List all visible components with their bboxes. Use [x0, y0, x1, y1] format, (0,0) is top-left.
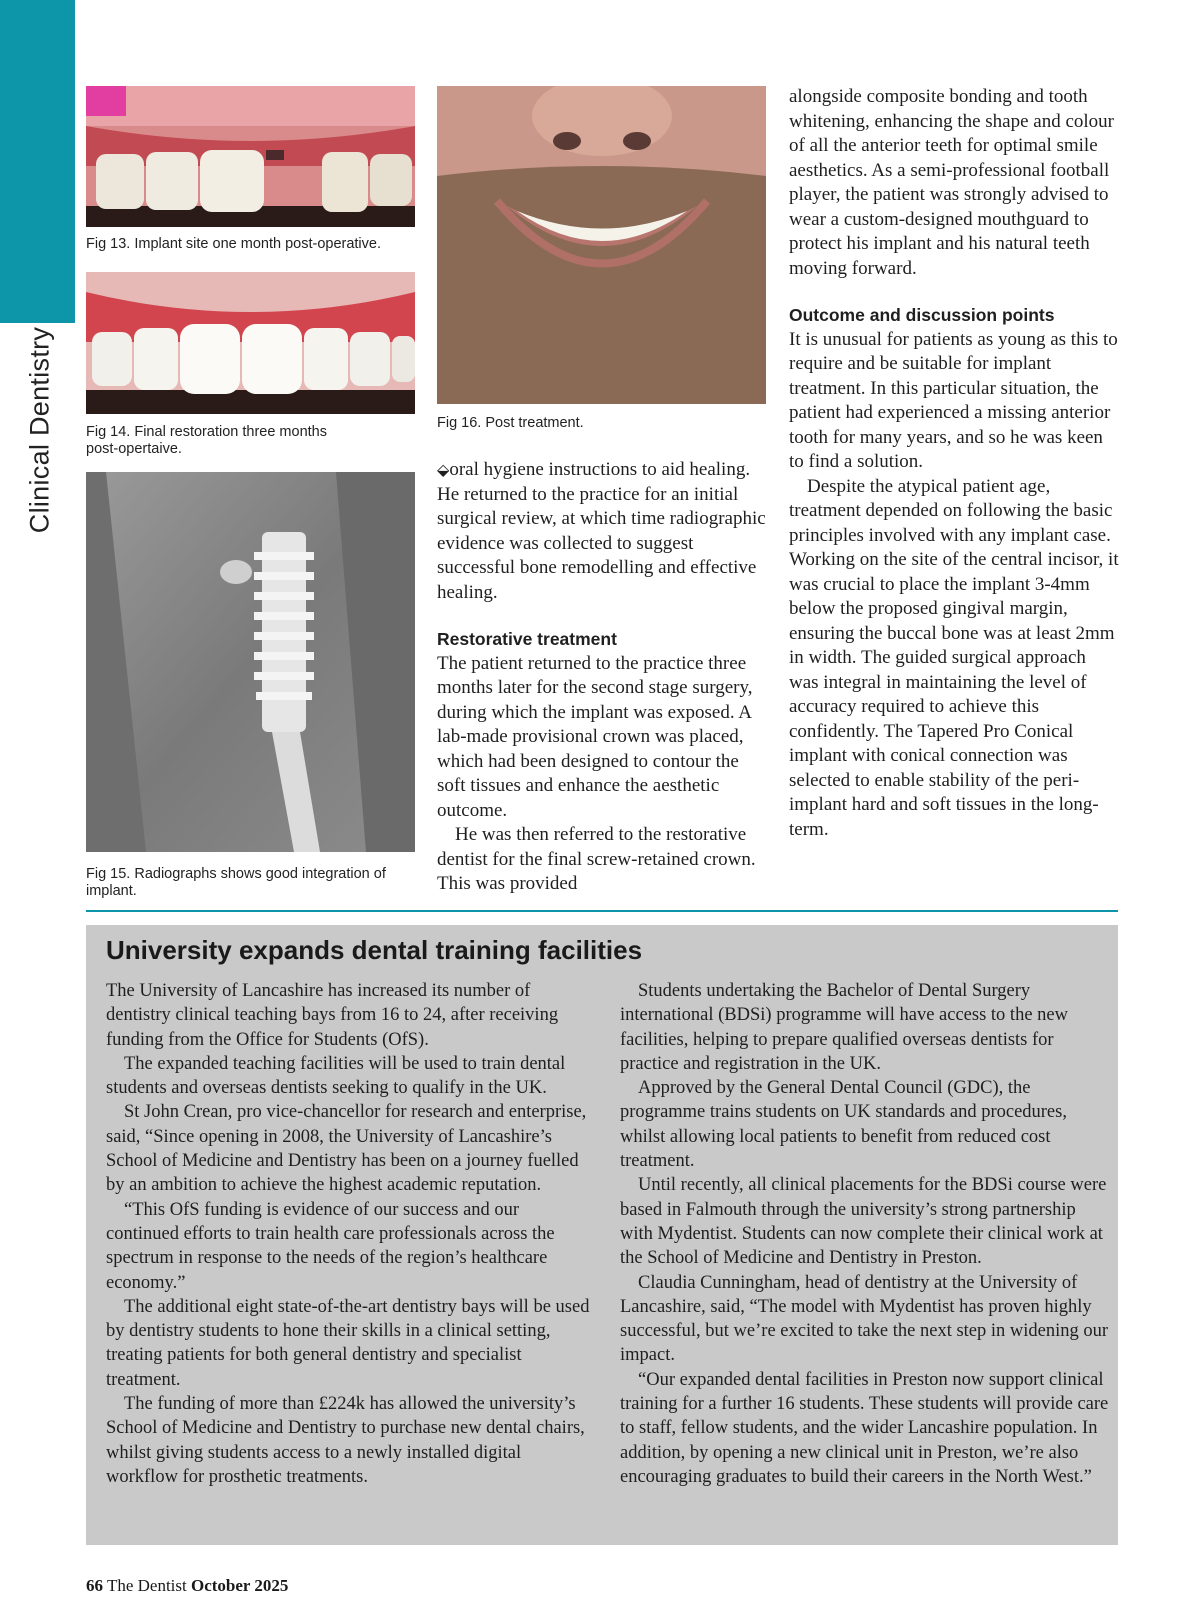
news-paragraph: The expanded teaching facilities will be used to train dental students and overseas dentists seeking to qualify in the UK. [106, 1053, 566, 1099]
news-paragraph: Claudia Cunningham, head of dentistry at the University of Lancashire, said, “The model with Mydentist has proven highly successful, but we’re excited to take the next step in widening our impact. [620, 1272, 1109, 1366]
news-paragraph: The funding of more than £224k has allowed the university’s School of Medicine and Dentistry to purchase new dental chairs, whilst giving students access to a newly installed digital workflow for prosthetic treatments. [106, 1394, 585, 1487]
news-paragraph: “This OfS funding is evidence of our success and our continued efforts to train health care professionals across the spectrum in response to the needs of the region’s healthcare economy.” [106, 1199, 555, 1293]
restorative-heading: Restorative treatment [437, 629, 617, 649]
outcome-paragraph: It is unusual for patients as young as this to require and be suitable for implant treatment. In this particular situation, the patient had experienced a missing anterior tooth for many years, and so he was keen to find a solution. [789, 328, 1118, 472]
fig16-caption: Fig 16. Post treatment. [437, 415, 584, 431]
news-paragraph: Until recently, all clinical placements for the BDSi course were based in Falmouth through the university’s strong partnership with Mydentist. Students can now complete their clinical work at the School of Medicine and Dentistry in Preston. [620, 1175, 1107, 1269]
page-number: 66 [86, 1576, 103, 1595]
middle-column [437, 458, 767, 897]
news-box-title: University expands dental training facilities [106, 935, 643, 965]
section-label: Clinical Dentistry [24, 326, 55, 534]
continuation-paragraph: ⬙oral hygiene instructions to aid healing. He returned to the practice for an initial surgical review, at which time radiographic evidence was collected to suggest successful bone remodelling and effective healing. [437, 459, 766, 603]
principles-paragraph: Despite the atypical patient age, treatment depended on following the basic principles involved with any implant case. Working on the site of the central incisor, it was crucial to place the implant 3-4mm below the proposed gingival margin, ensuring the buccal bone was at least 2mm in width. The guided surgical approach was integral in maintaining the level of accuracy required to achieve this confidently. The Tapered Pro Conical implant with conical connection was selected to enable stability of the peri-implant hard and soft tissues in the long-term. [789, 475, 1119, 840]
magazine-name: The Dentist [106, 1576, 187, 1595]
news-paragraph: St John Crean, pro vice-chancellor for research and enterprise, said, “Since opening in 2008, the University of Lancashire’s School of Medicine and Dentistry has been on a journey fuelled by an ambition to achieve the highest academic reputation. [106, 1102, 587, 1196]
treatment-paragraph: alongside composite bonding and tooth whitening, enhancing the shape and colour of all the anterior teeth for optimal smile aesthetics. As a semi-professional football player, the patient was strongly advised to wear a custom-designed mouthguard to protect his implant and his natural teeth moving forward. [789, 86, 1115, 279]
fig16-photo [437, 86, 766, 404]
fig14-photo [86, 272, 415, 414]
section-divider [86, 910, 1118, 912]
restorative-paragraph: The patient returned to the practice three months later for the second stage surgery, during which the implant was exposed. A lab-made provisional crown was placed, which had been designed to contour the soft tissues and enhance the aesthetic outcome. [437, 652, 753, 821]
page-footer [86, 1576, 288, 1596]
news-paragraph: The additional eight state-of-the-art dentistry bays will be used by dentistry students to hone their skills in a clinical setting, treating patients for both general dentistry and specialist treatment. [106, 1296, 590, 1390]
news-paragraph: Approved by the General Dental Council (GDC), the programme trains students on UK standards and procedures, whilst allowing local patients to benefit from reduced cost treatment. [620, 1078, 1067, 1172]
news-paragraph: “Our expanded dental facilities in Preston now support clinical training for a further 16 students. These students will provide care to staff, fellow students, and the wider Lancashire population. In addition, by opening a new clinical unit in Preston, we’re also encouraging graduates to build their careers in the North West.” [620, 1369, 1109, 1487]
news-paragraph: The University of Lancashire has increased its number of dentistry clinical teaching bays from 16 to 24, after receiving funding from the Office for Students (OfS). [106, 981, 559, 1050]
issue-date: October 2025 [191, 1576, 289, 1595]
fig15-radiograph [86, 472, 415, 852]
news-box-left-column [106, 979, 594, 1489]
section-color-bar [0, 0, 75, 323]
fig13-photo [86, 86, 415, 227]
referral-paragraph: He was then referred to the restorative dentist for the final screw-retained crown. This was provided [437, 824, 756, 894]
fig14-caption: Fig 14. Final restoration three months post-opertaive. [86, 424, 327, 457]
fig13-caption: Fig 13. Implant site one month post-operative. [86, 236, 381, 252]
right-column [789, 85, 1119, 842]
fig15-caption: Fig 15. Radiographs shows good integration of implant. [86, 866, 386, 899]
news-box-right-column [620, 979, 1110, 1489]
news-paragraph: Students undertaking the Bachelor of Dental Surgery international (BDSi) programme will have access to the new facilities, helping to prepare qualified overseas dentists for practice and registration in the UK. [620, 981, 1068, 1074]
continue-arrow-icon: ⬙ [437, 460, 450, 479]
outcome-heading: Outcome and discussion points [789, 305, 1055, 325]
